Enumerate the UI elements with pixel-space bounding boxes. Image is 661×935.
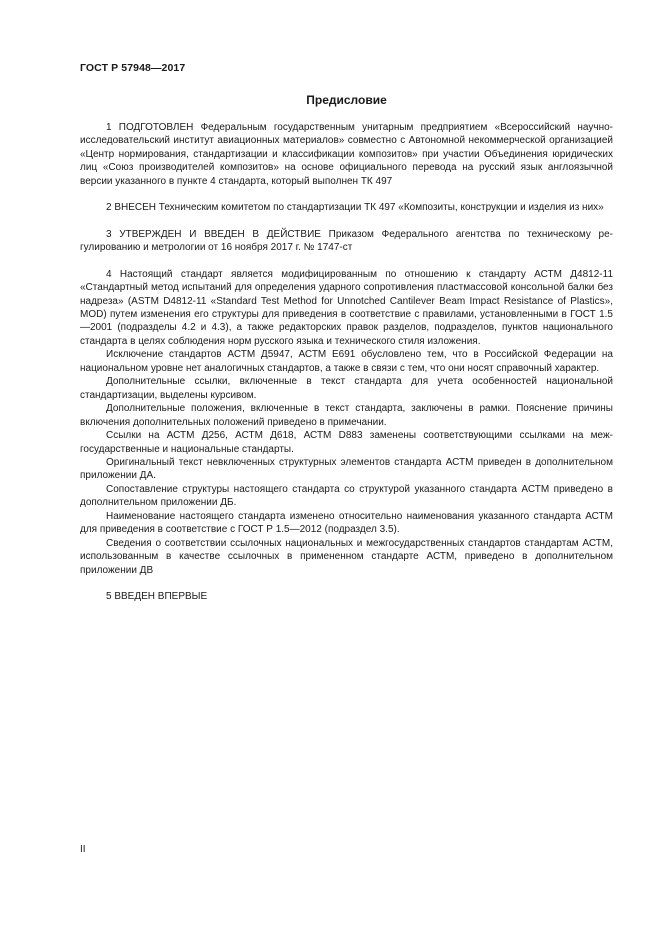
page-number: II (80, 844, 86, 855)
paragraph-introduced-first: 5 ВВЕДЕН ВПЕРВЫЕ (106, 591, 208, 603)
paragraph-correspondence: Сведения о соответствии ссылочных национальных и межгосударственных стандартов стандартам АСТМ, использованным в качестве ссылочных в примененном стандарте АСТМ, приведено в дополнительном приложении ДВ (80, 537, 613, 576)
paragraph-spacer (80, 215, 613, 228)
paragraph-modification: 4 Настоящий стандарт является модифицированным по отношению к стандарту АСТМ Д4812-11 «Стандартный метод испытаний для определения ударного сопротивления пластмассовой консольной балки без надреза» (ASTM D4812-11 «Standard Test Method for Unnotched Cantilever Beam Impact Resistance of Plastics», MOD) путем изменения его структуры для приведения в соответствие с правилами, установленными в ГОСТ 1.5—2001 (подразделы 4.2 и 4.3), а также редакторских правок разделов, подразделов, пунктов национального стандарта в целях соблюдения норм русского языка и технического стиля изложения. (80, 268, 613, 347)
paragraph-spacer (80, 188, 613, 201)
paragraph-additional-provisions: Дополнительные положения, включенные в текст стандарта, заключены в рамки. Пояснение причины включения дополнительных положений приведено в примечании. (80, 403, 613, 428)
paragraph-spacer (80, 255, 613, 268)
paragraph-name-change: Наименование настоящего стандарта изменено относительно наименования указанного стандарта АСТМ для приведения в соответствие с ГОСТ Р 1.5—2012 (подраздел 3.5). (80, 510, 613, 536)
paragraph-spacer (80, 577, 613, 590)
paragraph-prepared-by: 1 ПОДГОТОВЛЕН Федеральным государственным унитарным предприятием «Всероссийский научно-исследовательский институт авиационных материалов» совместно с Автономной некоммерческой организацией «Центр нормирования, стандартизации и классификации композитов» при участии Объединения юридических лиц «Союз производителей композитов» на основе официального перевода на русский язык англоязычной версии указанного в пункте 4 стандарта, который выполнен ТК 497 (80, 122, 613, 187)
paragraph-original-text: Оригинальный текст невключенных структурных элементов стандарта АСТМ приведен в дополнительном приложении ДА. (80, 456, 613, 482)
paragraph-exclusion: Исключение стандартов АСТМ Д5947, АСТМ Е691 обусловлено тем, что в Российской Федерации на национальном уровне нет аналогичных стандартов, а также в связи с тем, что они носят справочный характер. (80, 349, 613, 374)
foreword-body (80, 121, 613, 604)
paragraph-additional-references: Дополнительные ссылки, включенные в текст стандарта для учета особенностей национальной стандартизации, выделены курсивом. (80, 376, 613, 401)
paragraph-introduced-by: 2 ВНЕСЕН Техническим комитетом по стандартизации ТК 497 «Композиты, конструкции и изделия из них» (106, 202, 604, 214)
page-title: Предисловие (306, 93, 387, 107)
paragraph-replaced-references: Ссылки на АСТМ Д256, АСТМ Д618, АСТМ D883 заменены соответствующими ссылками на межгосударственные и национальные стандарты. (80, 430, 613, 455)
paragraph-structure-comparison: Сопоставление структуры настоящего стандарта со структурой указанного стандарта АСТМ приведено в дополнительном приложении ДБ. (80, 483, 613, 509)
document-header: ГОСТ Р 57948—2017 (80, 62, 186, 74)
paragraph-approved: 3 УТВЕРЖДЕН И ВВЕДЕН В ДЕЙСТВИЕ Приказом Федерального агентства по техническому регулированию и метрологии от 16 ноября 2017 г. № 1747-ст (80, 228, 613, 254)
